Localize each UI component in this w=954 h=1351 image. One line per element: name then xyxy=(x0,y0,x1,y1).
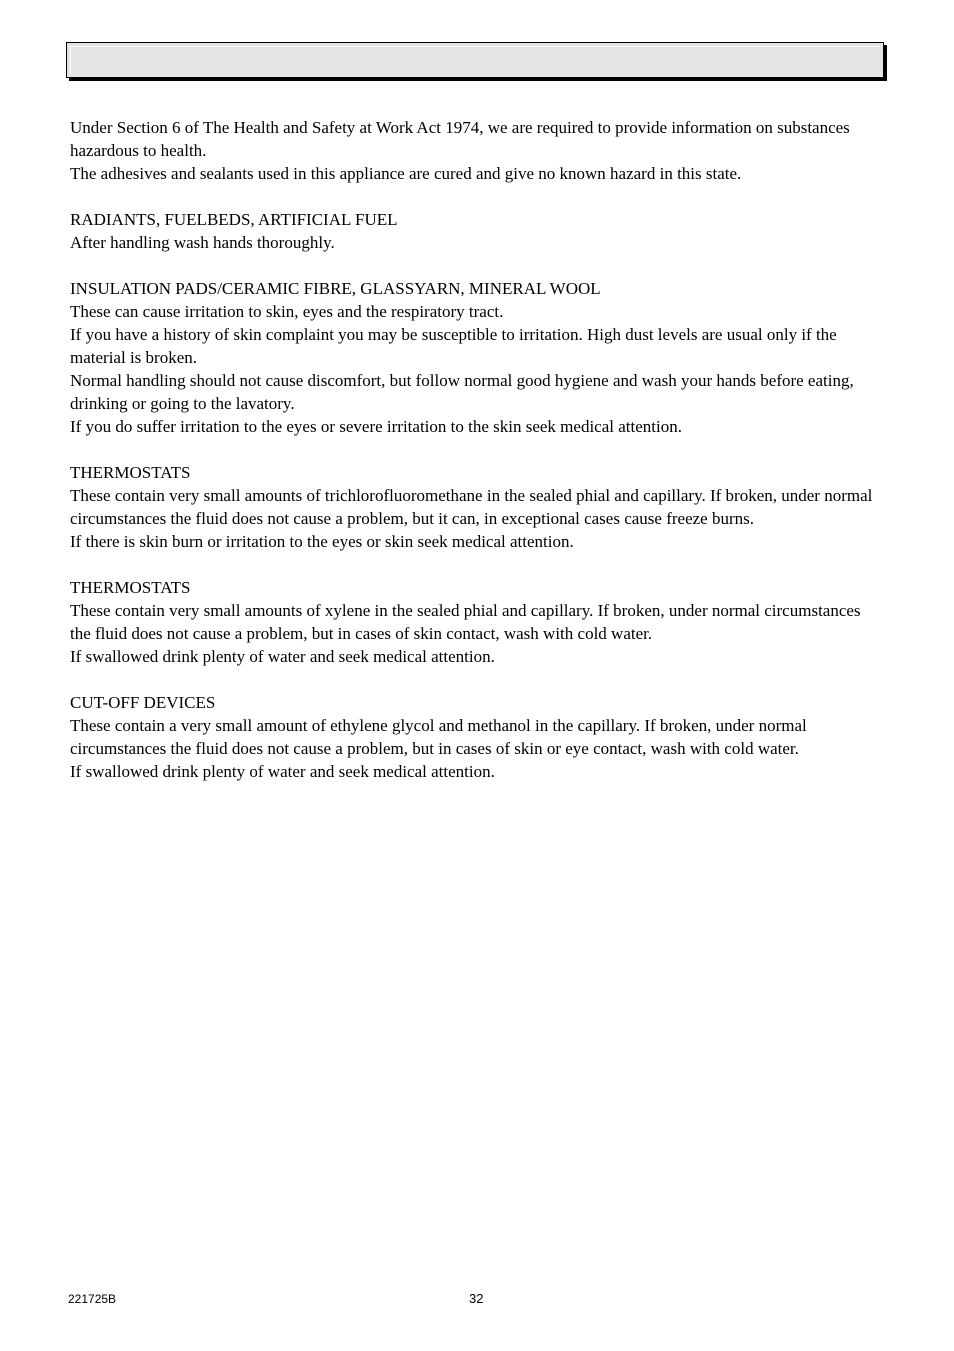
section-paragraph: If swallowed drink plenty of water and seek medical attention. xyxy=(70,647,495,666)
section-paragraph: These contain very small amounts of xylene in the sealed phial and capillary. If broken, under normal circumstances the fluid does not cause a problem, but in cases of skin contact, wash with cold water. xyxy=(70,601,861,643)
section-paragraph: These can cause irritation to skin, eyes and the respiratory tract. xyxy=(70,302,504,321)
header-bar-inner xyxy=(70,46,880,74)
hazard-section-radiants xyxy=(70,208,880,254)
intro-paragraph: Under Section 6 of The Health and Safety at Work Act 1974, we are required to provide information on substances hazardous to health. xyxy=(70,118,850,160)
section-heading: THERMOSTATS xyxy=(70,578,191,597)
section-heading: CUT-OFF DEVICES xyxy=(70,693,216,712)
hazard-section-thermostats-trichlorofluoromethane xyxy=(70,461,880,553)
document-body xyxy=(70,116,880,806)
section-header-bar xyxy=(66,42,884,78)
hazard-section-thermostats-xylene xyxy=(70,576,880,668)
section-heading: THERMOSTATS xyxy=(70,463,191,482)
page-number: 32 xyxy=(469,1291,484,1306)
section-heading: INSULATION PADS/CERAMIC FIBRE, GLASSYARN, MINERAL WOOL xyxy=(70,279,601,298)
intro-paragraph: The adhesives and sealants used in this appliance are cured and give no known hazard in this state. xyxy=(70,164,742,183)
section-paragraph: Normal handling should not cause discomfort, but follow normal good hygiene and wash your hands before eating, drinking or going to the lavatory. xyxy=(70,371,854,413)
hazard-section-insulation xyxy=(70,277,880,438)
section-paragraph: If there is skin burn or irritation to the eyes or skin seek medical attention. xyxy=(70,532,574,551)
section-paragraph: These contain a very small amount of ethylene glycol and methanol in the capillary. If broken, under normal circumstances the fluid does not cause a problem, but in cases of skin or eye contact, wash with cold water. xyxy=(70,716,807,758)
intro-section xyxy=(70,116,880,185)
section-paragraph: These contain very small amounts of trichlorofluoromethane in the sealed phial and capillary. If broken, under normal circumstances the fluid does not cause a problem, but it can, in exceptional cases cause freeze burns. xyxy=(70,486,873,528)
section-heading: RADIANTS, FUELBEDS, ARTIFICIAL FUEL xyxy=(70,210,398,229)
section-paragraph: If you have a history of skin complaint you may be susceptible to irritation. High dust levels are usual only if the material is broken. xyxy=(70,325,837,367)
section-paragraph: After handling wash hands thoroughly. xyxy=(70,233,335,252)
document-code: 221725B xyxy=(68,1292,117,1306)
section-paragraph: If swallowed drink plenty of water and seek medical attention. xyxy=(70,762,495,781)
hazard-section-cut-off-devices xyxy=(70,691,880,783)
section-paragraph: If you do suffer irritation to the eyes or severe irritation to the skin seek medical attention. xyxy=(70,417,682,436)
